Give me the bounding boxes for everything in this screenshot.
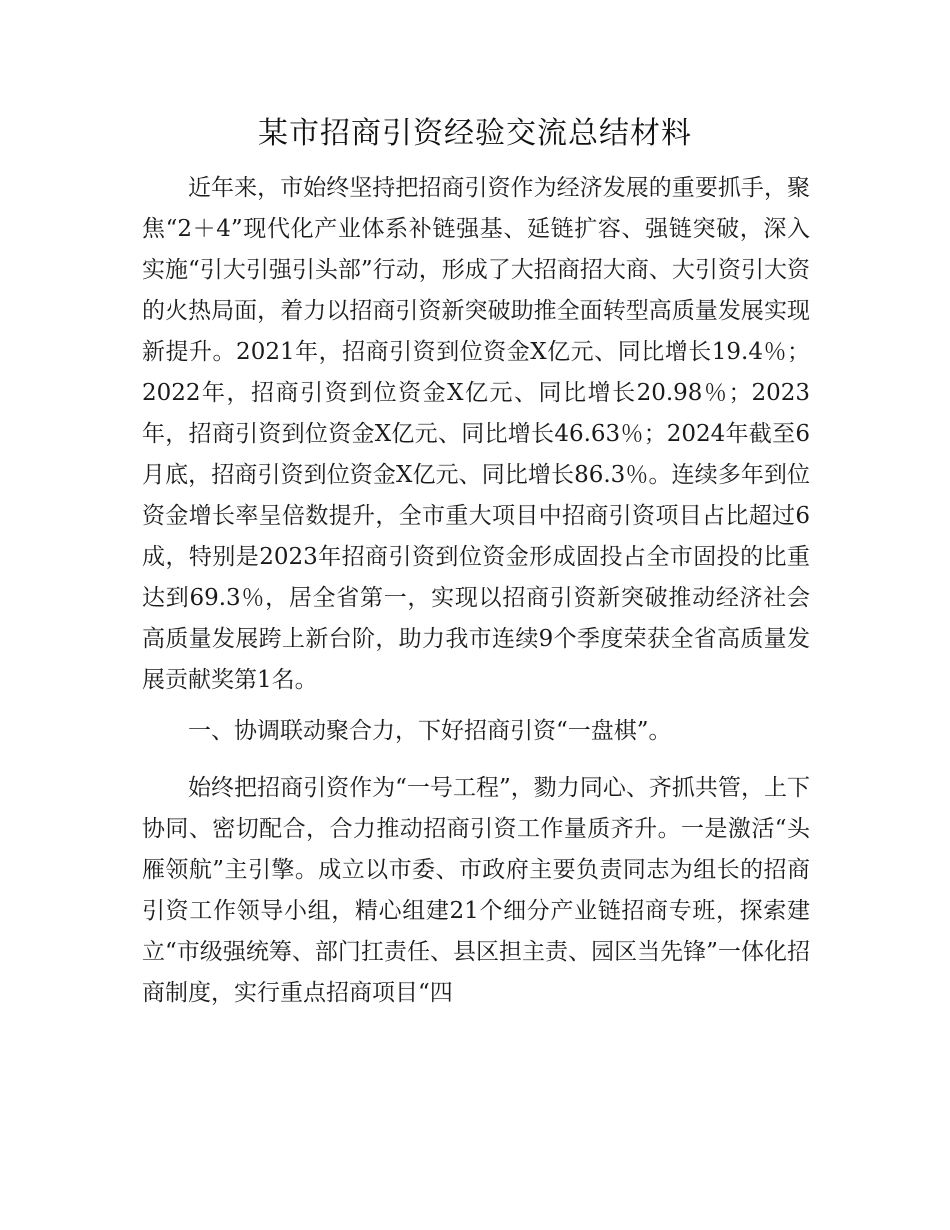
section-heading-1: 一、协调联动聚合力，下好招商引资“一盘棋”。 — [188, 718, 672, 744]
document-title: 某市招商引资经验交流总结材料 — [258, 116, 692, 151]
paragraph-intro: 近年来，市始终坚持把招商引资作为经济发展的重要抓手，聚焦“2＋4”现代化产业体系补链强基、延链扩容、强链突破，深入实施“引大引强引头部”行动，形成了大招商招大商、大引资引大资的火热局面，着力以招商引资新突破助推全面转型高质量发展实现新提升。2021年，招商引资到位资金X亿元、同比增长19.4％；2022年，招商引资到位资金X亿元、同比增长20.98％；2023年，招商引资到位资金X亿元、同比增长46.63％；2024年截至6月底，招商引资到位资金X亿元、同比增长86.3％。连续多年到位资金增长率呈倍数提升，全市重大项目中招商引资项目占比超过6成，特别是2023年招商引资到位资金形成固投占全市固投的比重达到69.3％，居全省第一，实现以招商引资新突破推动经济社会高质量发展跨上新台阶，助力我市连续9个季度荣获全省高质量发展贡献奖第1名。 — [142, 175, 810, 693]
paragraph-section-1: 始终把招商引资作为“一号工程”，勠力同心、齐抓共管，上下协同、密切配合，合力推动招商引资工作量质齐升。一是激活“头雁领航”主引擎。成立以市委、市政府主要负责同志为组长的招商引资工作领导小组，精心组建21个细分产业链招商专班，探索建立“市级强统筹、部门扛责任、县区担主责、园区当先锋”一体化招商制度，实行重点招商项目“四 — [142, 775, 810, 1006]
document-body — [142, 168, 810, 1014]
